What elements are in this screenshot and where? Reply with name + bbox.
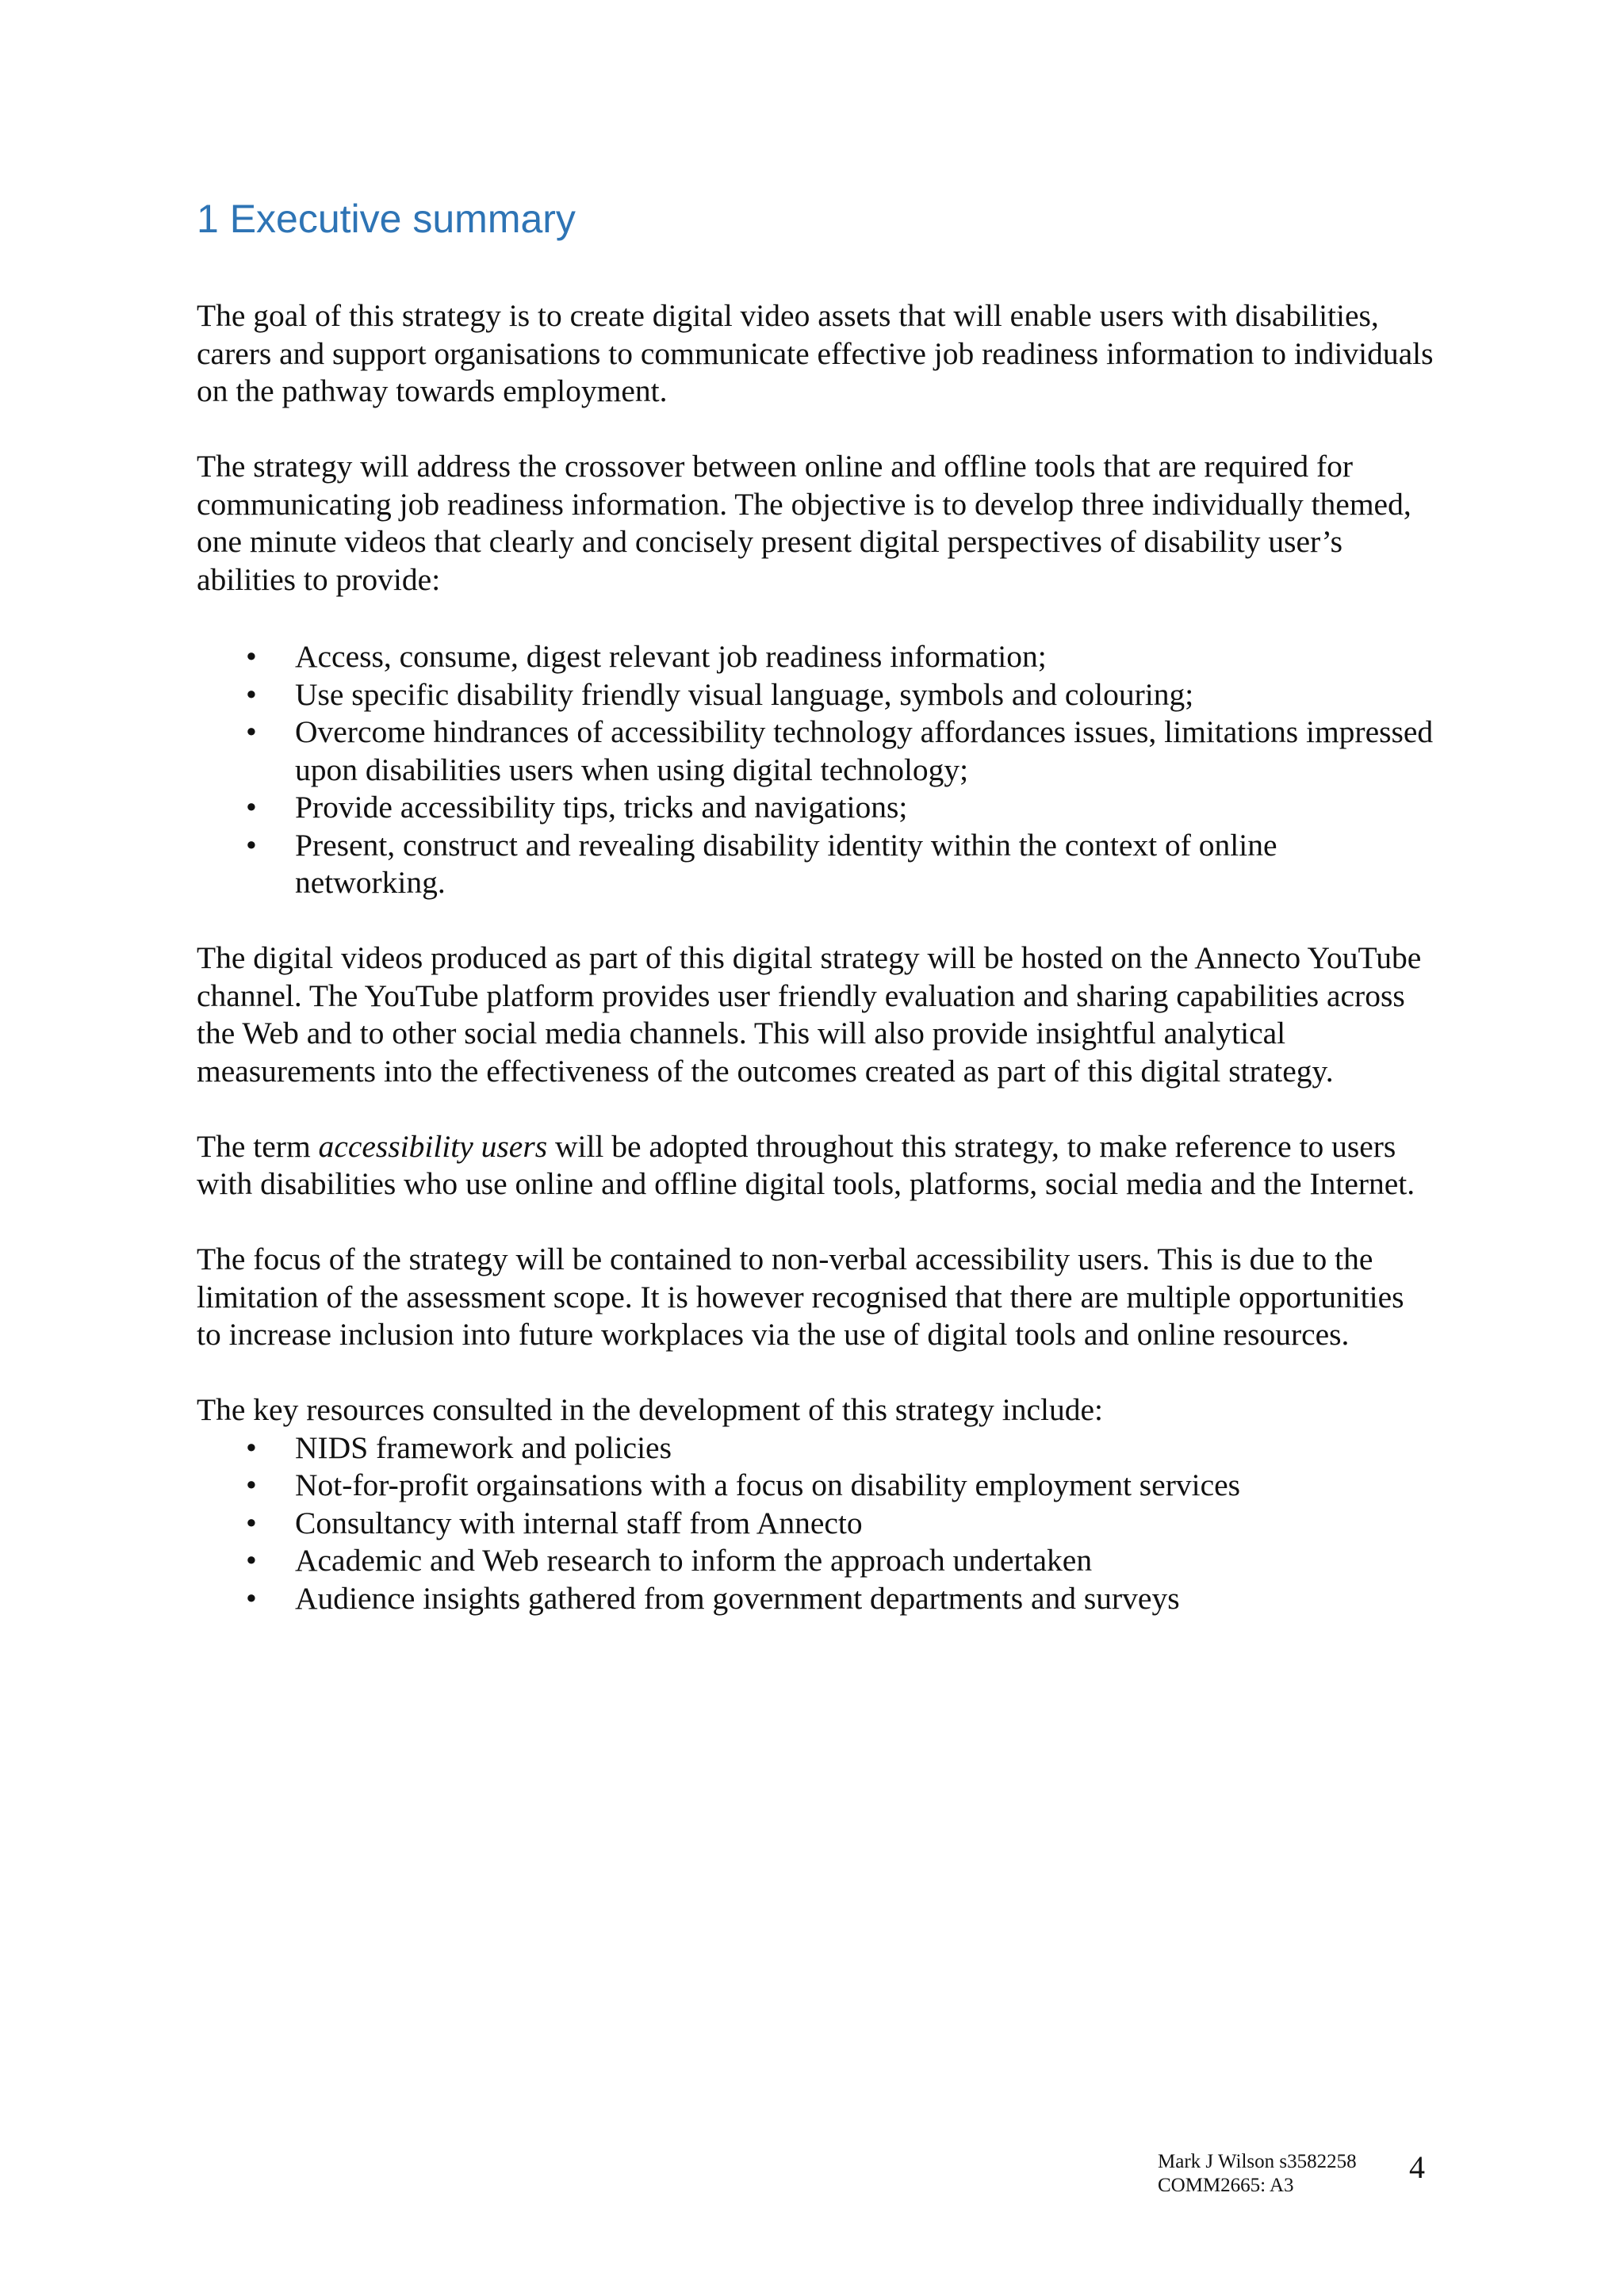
bullet-icon: • [246,827,257,863]
list-item: • Present, construct and revealing disability identity within the context of online networking. [246,827,1277,900]
term-accessibility-users: accessibility users [318,1128,548,1164]
list-item: • Overcome hindrances of accessibility technology affordances issues, limitations impressed upon disabilities users when using digital technology; [246,714,1434,787]
bullet-icon: • [246,676,257,712]
bullet-icon: • [246,790,257,825]
footer-course: COMM2665: A3 [1158,2175,1294,2196]
bullet-icon: • [246,1429,257,1465]
list-item: • Not-for-profit orgainsations with a focus on disability employment services [295,1467,1434,1505]
list-item: • Access, consume, digest relevant job readiness information; [295,638,1434,676]
bullet-icon: • [246,1468,257,1502]
bullet-icon: • [246,1505,257,1540]
resources-list [197,1429,1434,1618]
list-item: • Consultancy with internal staff from Annecto [295,1505,1434,1543]
list-item: • Use specific disability friendly visual language, symbols and colouring; [295,676,1434,714]
abilities-list [197,638,1434,902]
bullet-icon: • [246,714,257,749]
paragraph-strategy: The strategy will address the crossover between online and offline tools that are required for communicating job readiness information. The objective is to develop three individually themed, one minute videos that clearly and concisely present digital perspectives of disability user’s abilities to provide: [197,449,1411,597]
list-item: • NIDS framework and policies [295,1429,1434,1468]
section-heading: 1 Executive summary [197,197,576,241]
page-number: 4 [1409,2149,1425,2185]
paragraph-hosting: The digital videos produced as part of this digital strategy will be hosted on the Annecto YouTube channel. The YouTube platform provides user friendly evaluation and sharing capabilities across the Web and to other social media channels. This will also provide insightful analytical measurements into the effectiveness of the outcomes created as part of this digital strategy. [197,940,1422,1089]
document-body [197,297,1434,1617]
bullet-icon: • [246,639,257,674]
paragraph-resources-intro: The key resources consulted in the development of this strategy include: [197,1392,1103,1427]
bullet-icon: • [246,1543,257,1578]
paragraph-goal: The goal of this strategy is to create digital video assets that will enable users with disabilities, carers and support organisations to communicate effective job readiness information to individuals on the pathway towards employment. [197,298,1434,408]
bullet-icon: • [246,1580,257,1616]
footer-author: Mark J Wilson s3582258 [1158,2151,1357,2172]
list-item: • Audience insights gathered from government departments and surveys [295,1580,1434,1618]
list-item: • Academic and Web research to inform the approach undertaken [295,1542,1434,1580]
paragraph-terminology: The term accessibility users will be adopted throughout this strategy, to make reference to users with disabilities who use online and offline digital tools, platforms, social media and the Internet. [197,1128,1415,1201]
list-item: • Provide accessibility tips, tricks and navigations; [295,789,1434,827]
paragraph-focus: The focus of the strategy will be contained to non-verbal accessibility users. This is due to the limitation of the assessment scope. It is however recognised that there are multiple opportunities to increase inclusion into future workplaces via the use of digital tools and online resources. [197,1242,1404,1352]
page-footer [1158,2150,1357,2198]
